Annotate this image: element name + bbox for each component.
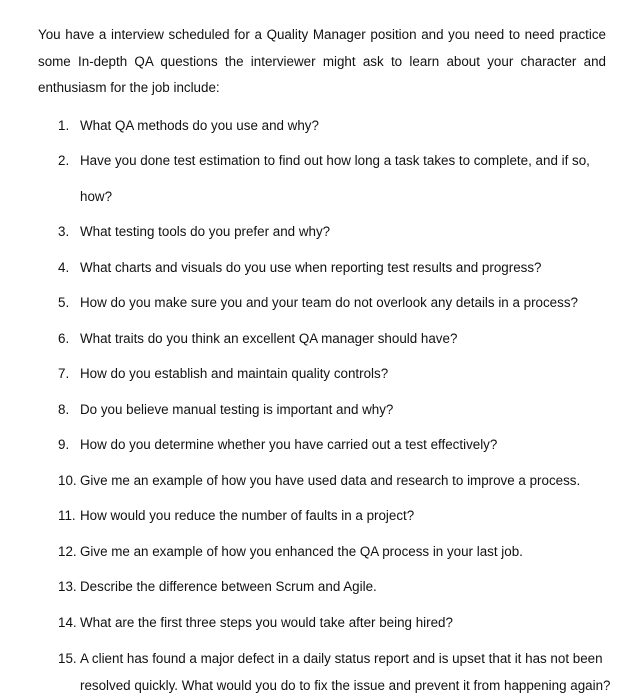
list-text: Do you believe manual testing is important and why? xyxy=(80,402,394,417)
list-number: 3. xyxy=(58,224,70,239)
list-number: 6. xyxy=(58,331,70,346)
list-number: 7. xyxy=(58,366,70,381)
list-number: 15. xyxy=(58,651,77,666)
list-item xyxy=(58,326,610,353)
list-number: 9. xyxy=(58,437,70,452)
list-item xyxy=(58,503,610,530)
list-number: 13. xyxy=(58,579,77,594)
list-item xyxy=(58,468,610,495)
list-text-continuation: how? xyxy=(80,189,113,204)
list-text: How do you determine whether you have carried out a test effectively? xyxy=(80,437,498,452)
list-number: 8. xyxy=(58,402,70,417)
list-text: How do you make sure you and your team do not overlook any details in a process? xyxy=(80,295,578,310)
list-item xyxy=(58,113,610,140)
list-item xyxy=(58,610,610,637)
list-number: 4. xyxy=(58,260,70,275)
intro-paragraph: You have a interview scheduled for a Quality Manager position and you need to need practice some In-depth QA questions the interviewer might ask to learn about your character and enthusiasm for the job include: xyxy=(38,27,606,95)
list-number: 10. xyxy=(58,473,77,488)
list-item xyxy=(58,290,610,317)
list-text: Give me an example of how you enhanced the QA process in your last job. xyxy=(80,544,523,559)
list-item xyxy=(58,574,610,601)
list-number: 12. xyxy=(58,544,77,559)
list-number: 5. xyxy=(58,295,70,310)
list-text: How would you reduce the number of faults in a project? xyxy=(80,508,415,523)
list-text-continuation: resolved quickly. What would you do to fix the issue and prevent it from happening again? xyxy=(80,678,611,693)
list-text: What traits do you think an excellent QA manager should have? xyxy=(80,331,458,346)
list-text: How do you establish and maintain quality controls? xyxy=(80,366,389,381)
list-number: 14. xyxy=(58,615,77,630)
list-text: What are the first three steps you would take after being hired? xyxy=(80,615,453,630)
list-text: Give me an example of how you have used data and research to improve a process. xyxy=(80,473,581,488)
list-number: 2. xyxy=(58,153,70,168)
list-item xyxy=(58,255,610,282)
list-item xyxy=(58,432,610,459)
list-item xyxy=(58,219,610,246)
list-item xyxy=(58,148,610,175)
list-text: What testing tools do you prefer and why? xyxy=(80,224,331,239)
list-item xyxy=(58,397,610,424)
list-text: What charts and visuals do you use when reporting test results and progress? xyxy=(80,260,542,275)
list-text: Describe the difference between Scrum and Agile. xyxy=(80,579,377,594)
list-number: 11. xyxy=(58,508,76,523)
list-number: 1. xyxy=(58,118,70,133)
list-text: A client has found a major defect in a daily status report and is upset that it has not been xyxy=(80,651,603,666)
list-item xyxy=(58,361,610,388)
list-text: Have you done test estimation to find out how long a task takes to complete, and if so, xyxy=(80,153,590,168)
list-text: What QA methods do you use and why? xyxy=(80,118,319,133)
list-item xyxy=(58,539,610,566)
list-item xyxy=(58,646,610,673)
